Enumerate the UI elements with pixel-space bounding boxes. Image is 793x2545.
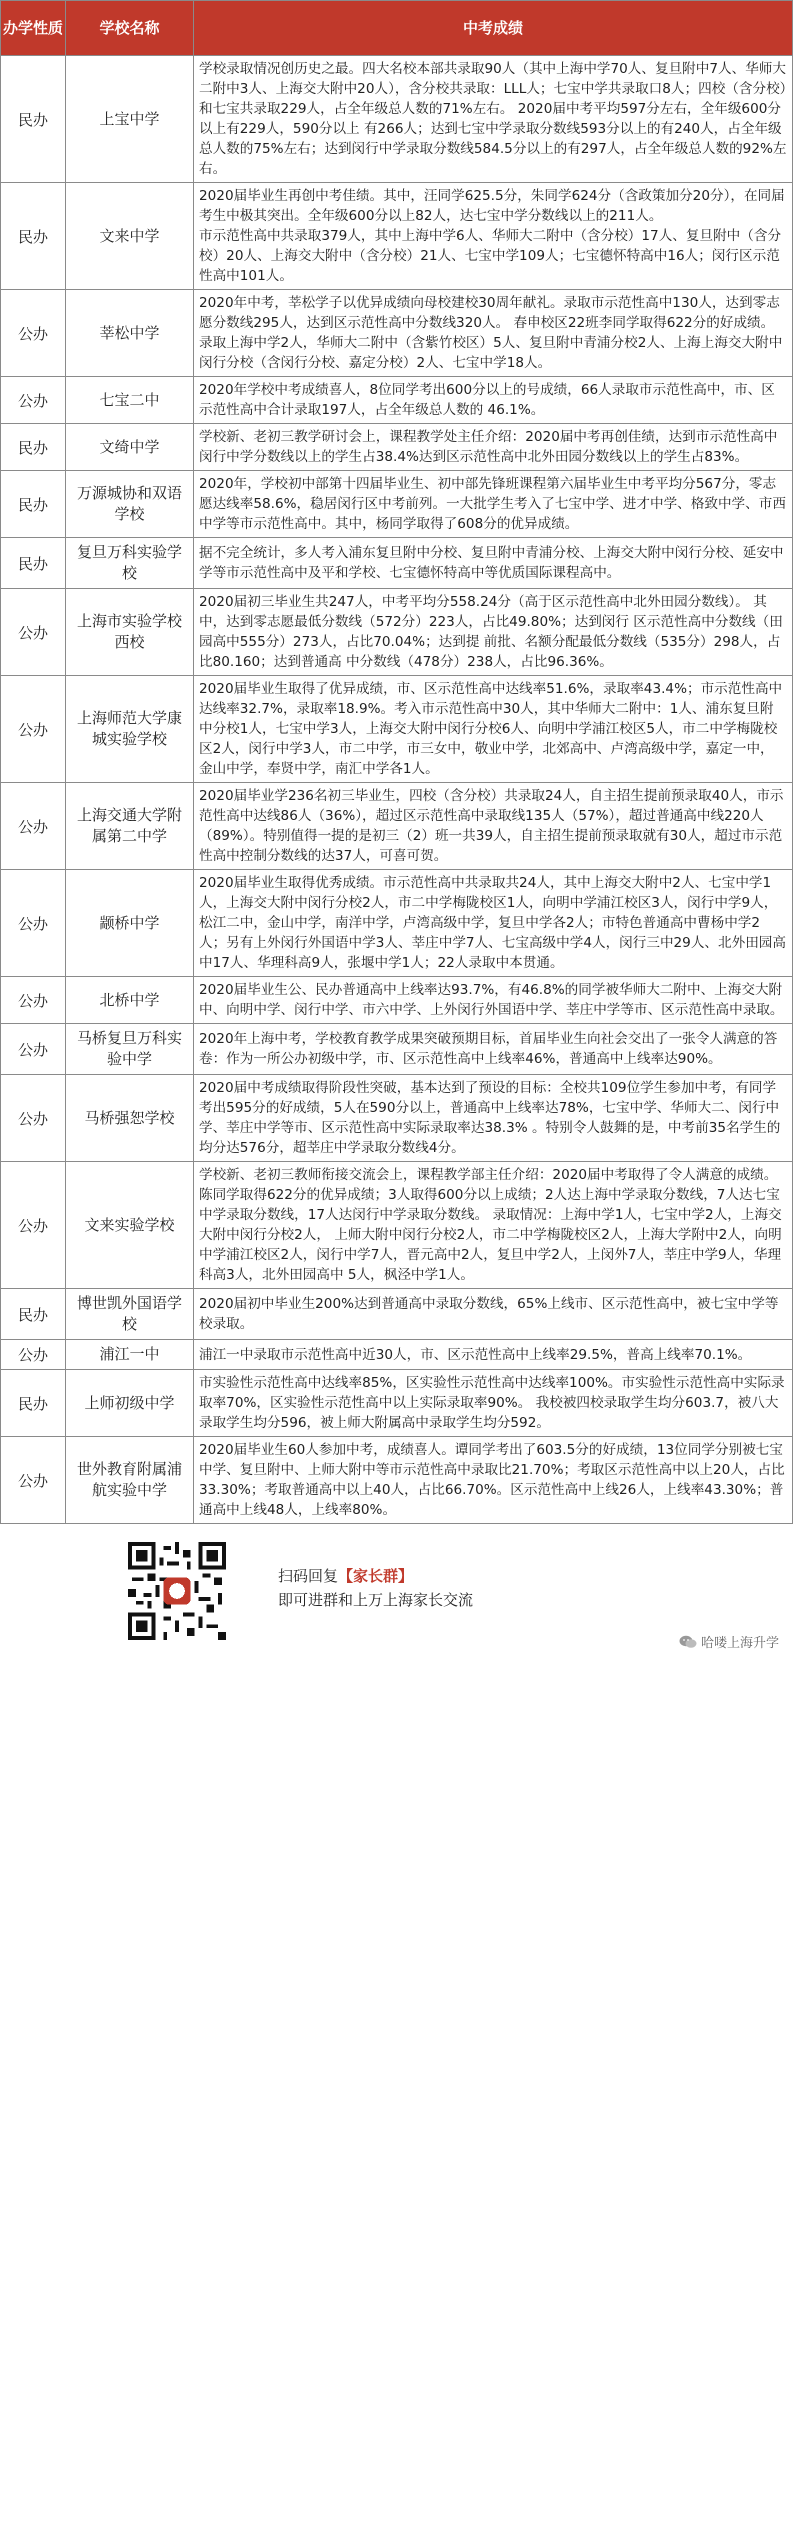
table-row <box>1 1370 793 1437</box>
school-type-cell: 公办 <box>1 1340 66 1370</box>
school-type-cell: 民办 <box>1 538 66 589</box>
school-type-cell: 公办 <box>1 1075 66 1162</box>
school-name-cell: 马桥强恕学校 <box>66 1075 194 1162</box>
school-name-cell: 七宝二中 <box>66 377 194 424</box>
school-name-cell: 上海交通大学附属第二中学 <box>66 783 194 870</box>
school-name-cell: 颛桥中学 <box>66 870 194 977</box>
exam-result-cell: 浦江一中录取市示范性高中近30人，市、区示范性高中上线率29.5%，普高上线率70.1%。 <box>194 1340 793 1370</box>
exam-result-cell: 2020届毕业生公、民办普通高中上线率达93.7%，有46.8%的同学被华师大二附中、上海交大附中、向明中学、闵行中学、市六中学、上外闵行外国语中学、莘庄中学等市、区示范性高中录取。 <box>194 977 793 1024</box>
school-name-cell: 上宝中学 <box>66 56 194 183</box>
school-name-cell: 博世凯外国语学校 <box>66 1289 194 1340</box>
table-row <box>1 1340 793 1370</box>
exam-result-cell: 学校新、老初三教师衔接交流会上，课程教学部主任介绍：2020届中考取得了令人满意的成绩。陈同学取得622分的优异成绩；3人取得600分以上成绩；2人达上海中学录取分数线，7人达七宝中学录取分数线，17人达闵行中学录取分数线。 录取情况：上海中学1人，七宝中学2人，上海交大附中闵行分校2人， 上师大附中闵行分校2人，市二中学梅陇校区2人，上海大学附中2人，向明中学浦江校区2人，闵行中学7人，晋元高中2人，复旦中学2人，上闵外7人，莘庄中学9人，华理科高3人，北外田园高中 5人，枫泾中学1人。 <box>194 1162 793 1289</box>
school-type-cell: 公办 <box>1 1437 66 1524</box>
scan-keyword: 【家长群】 <box>338 1567 414 1585</box>
exam-result-cell: 据不完全统计，多人考入浦东复旦附中分校、复旦附中青浦分校、上海交大附中闵行分校、延安中学等市示范性高中及平和学校、七宝德怀特高中等优质国际课程高中。 <box>194 538 793 589</box>
school-type-cell: 民办 <box>1 471 66 538</box>
table-row <box>1 538 793 589</box>
school-name-cell: 上海师范大学康城实验学校 <box>66 676 194 783</box>
school-type-cell: 公办 <box>1 870 66 977</box>
school-type-cell: 公办 <box>1 1162 66 1289</box>
table-header-row <box>1 1 793 56</box>
school-name-cell: 世外教育附属浦航实验中学 <box>66 1437 194 1524</box>
school-type-cell: 公办 <box>1 783 66 870</box>
wechat-icon <box>679 1635 697 1649</box>
exam-result-cell: 学校新、老初三教学研讨会上，课程教学处主任介绍：2020届中考再创佳绩，达到市示范性高中闵行中学分数线以上的学生占38.4%达到区示范性高中北外田园分数线以上的学生占83%。 <box>194 424 793 471</box>
table-row <box>1 290 793 377</box>
table-row <box>1 783 793 870</box>
school-name-cell: 上师初级中学 <box>66 1370 194 1437</box>
school-name-cell: 文绮中学 <box>66 424 194 471</box>
scan-line-2: 即可进群和上万上海家长交流 <box>278 1591 474 1609</box>
table-row <box>1 183 793 290</box>
table-row <box>1 377 793 424</box>
school-name-cell: 上海市实验学校 西校 <box>66 589 194 676</box>
table-row <box>1 424 793 471</box>
qr-code-icon <box>128 1542 226 1640</box>
exam-result-cell: 2020届毕业生取得优秀成绩。市示范性高中共录取共24人，其中上海交大附中2人、七宝中学1人，上海交大附中闵行分校2人，市二中学梅陇校区1人，向明中学浦江校区3人，闵行中学9人，松江二中，金山中学，南洋中学，卢湾高级中学，复旦中学各2人；市特色普通高中曹杨中学2人；另有上外闵行外国语中学3人、莘庄中学7人、七宝高级中学4人，闵行三中29人、北外田园高中17人、华理科高9人，张堰中学1人；22人录取中本贯通。 <box>194 870 793 977</box>
school-type-cell: 公办 <box>1 377 66 424</box>
brand-name: 哈喽上海升学 <box>700 1636 779 1651</box>
table-row <box>1 56 793 183</box>
scan-line-1 <box>278 1564 473 1588</box>
exam-result-cell: 2020届初中毕业生200%达到普通高中录取分数线，65%上线市、区示范性高中，被七宝中学等校录取。 <box>194 1289 793 1340</box>
school-name-cell: 北桥中学 <box>66 977 194 1024</box>
exam-result-cell: 2020年中考，莘松学子以优异成绩向母校建校30周年献礼。录取市示范性高中130人，达到零志愿分数线295人，达到区示范性高中分数线320人。 春申校区22班李同学取得622分的好成绩。录取上海中学2人，华师大二附中（含紫竹校区）5人、复旦附中青浦分校2人、上海上海交大附中闵行分校（含闵行分校、嘉定分校）2人、七宝中学18人。 <box>194 290 793 377</box>
exam-result-cell: 2020届毕业生60人参加中考，成绩喜人。谭同学考出了603.5分的好成绩，13位同学分别被七宝中学、复旦附中、上师大附中等市示范性高中录取比21.70%；考取区示范性高中以上20人，占比33.30%；考取普通高中以上40人，占比66.70%。区示范性高中上线26人，上线率43.30%；普通高中上线48人，上线率80%。 <box>194 1437 793 1524</box>
exam-result-cell: 2020年学校中考成绩喜人，8位同学考出600分以上的号成绩，66人录取市示范性高中，市、区示范性高中合计录取197人，占全年级总人数的 46.1%。 <box>194 377 793 424</box>
school-name-cell: 马桥复旦万科实验中学 <box>66 1024 194 1075</box>
brand-watermark <box>679 1632 779 1651</box>
school-name-cell: 文来中学 <box>66 183 194 290</box>
exam-result-cell: 市实验性示范性高中达线率85%，区实验性示范性高中达线率100%。市实验性示范性高中实际录取率70%，区实验性示范性高中以上实际录取率90%。 我校被四校录取学生均分603.7，被八大录取学生均分596，被上师大附属高中录取学生均分592。 <box>194 1370 793 1437</box>
exam-result-cell: 2020届毕业学236名初三毕业生，四校（含分校）共录取24人，自主招生提前预录取40人，市示范性高中达线86人（36%），超过区示范性高中录取线135人（57%），超过普通高中线220人（89%）。特别值得一提的是初三（2）班一共39人，自主招生提前预录取就有30人，超过市示范性高中控制分数线的达37人，可喜可贺。 <box>194 783 793 870</box>
table-row <box>1 1075 793 1162</box>
school-type-cell: 民办 <box>1 56 66 183</box>
exam-result-cell: 2020届毕业生再创中考佳绩。其中，汪同学625.5分，朱同学624分（含政策加分20分），在同届考生中极其突出。全年级600分以上82人，达七宝中学分数线以上的211人。 市示范性高中共录取379人，其中上海中学6人、华师大二附中（含分校）17人、复旦附中（含分校）20人、上海交大附中（含分校）21人、七宝中学109人；七宝德怀特高中16人；闵行区示范性高中101人。 <box>194 183 793 290</box>
table-row <box>1 589 793 676</box>
school-type-cell: 公办 <box>1 290 66 377</box>
table-row <box>1 1437 793 1524</box>
school-type-cell: 民办 <box>1 183 66 290</box>
header-school-name: 学校名称 <box>66 1 194 56</box>
table-row <box>1 977 793 1024</box>
header-school-type: 办学性质 <box>1 1 66 56</box>
header-exam-result: 中考成绩 <box>194 1 793 56</box>
exam-result-cell: 2020届初三毕业生共247人，中考平均分558.24分（高于区示范性高中北外田园分数线）。 其中，达到零志愿最低分数线（572分）223人，占比49.80%；达到闵行 区示范性高中分数线（田园高中555分）273人，占比70.04%；达到提 前批、名额分配最低分数线（535分）298人，占比80.160；达到普通高 中分数线（478分）238人，占比96.36%。 <box>194 589 793 676</box>
table-row <box>1 1162 793 1289</box>
school-type-cell: 公办 <box>1 977 66 1024</box>
table-row <box>1 1024 793 1075</box>
exam-result-cell: 2020届中考成绩取得阶段性突破，基本达到了预设的目标：全校共109位学生参加中考，有同学考出595分的好成绩，5人在590分以上，普通高中上线率达78%，七宝中学、华师大二、闵行中学、莘庄中学等市、区示范性高中实际录取率达38.3% 。特别令人鼓舞的是，中考前35名学生的均分达576分，超莘庄中学录取分数线4分。 <box>194 1075 793 1162</box>
footer <box>0 1524 793 1809</box>
school-name-cell: 万源城协和双语学校 <box>66 471 194 538</box>
school-type-cell: 民办 <box>1 1370 66 1437</box>
scan-prefix: 扫码回复 <box>278 1567 339 1585</box>
exam-result-cell: 2020年上海中考，学校教育教学成果突破预期目标，首届毕业生向社会交出了一张令人满意的答卷：作为一所公办初级中学，市、区示范性高中上线率46%，普通高中上线率达90%。 <box>194 1024 793 1075</box>
exam-result-cell: 2020年，学校初中部第十四届毕业生、初中部先锋班课程第六届毕业生中考平均分567分，零志愿达线率58.6%，稳居闵行区中考前列。一大批学生考入了七宝中学、进才中学、格致中学、市西中学等市示范性高中。其中，杨同学取得了608分的优异成绩。 <box>194 471 793 538</box>
scan-instruction <box>278 1564 473 1612</box>
exam-result-cell: 学校录取情况创历史之最。四大名校本部共录取90人（其中上海中学70人、复旦附中7人、华师大二附中3人、上海交大附中20人），含分校共录取：LLL人；七宝中学共录取口8人；四校（含分校）和七宝共录取229人，占全年级总人数的71%左右。 2020届中考平均597分左右，全年级600分以上有229人，590分以上 有266人；达到七宝中学录取分数线593分以上的有240人，占全年级总人数的75%左右；达到闵行中学录取分数线584.5分以上的有297人，占全年级总人数的92%左右。 <box>194 56 793 183</box>
table-body <box>1 56 793 1524</box>
table-row <box>1 870 793 977</box>
school-type-cell: 公办 <box>1 1024 66 1075</box>
school-name-cell: 浦江一中 <box>66 1340 194 1370</box>
school-type-cell: 公办 <box>1 589 66 676</box>
school-name-cell: 莘松中学 <box>66 290 194 377</box>
school-type-cell: 公办 <box>1 676 66 783</box>
school-name-cell: 文来实验学校 <box>66 1162 194 1289</box>
table-row <box>1 471 793 538</box>
school-name-cell: 复旦万科实验学校 <box>66 538 194 589</box>
school-type-cell: 民办 <box>1 424 66 471</box>
table-row <box>1 1289 793 1340</box>
table-row <box>1 676 793 783</box>
exam-result-cell: 2020届毕业生取得了优异成绩，市、区示范性高中达线率51.6%，录取率43.4%；市示范性高中达线率32.7%，录取率18.9%。考入市示范性高中30人，其中华师大二附中：1人、浦东复旦附中分校1人，七宝中学3人，上海交大附中闵行分校6人、向明中学浦江校区5人，市二中学梅陇校区2人，闵行中学3人，市二中学，市三女中，敬业中学，北郊高中、卢湾高级中学，嘉定一中，金山中学，奉贤中学，南汇中学各1人。 <box>194 676 793 783</box>
school-type-cell: 民办 <box>1 1289 66 1340</box>
